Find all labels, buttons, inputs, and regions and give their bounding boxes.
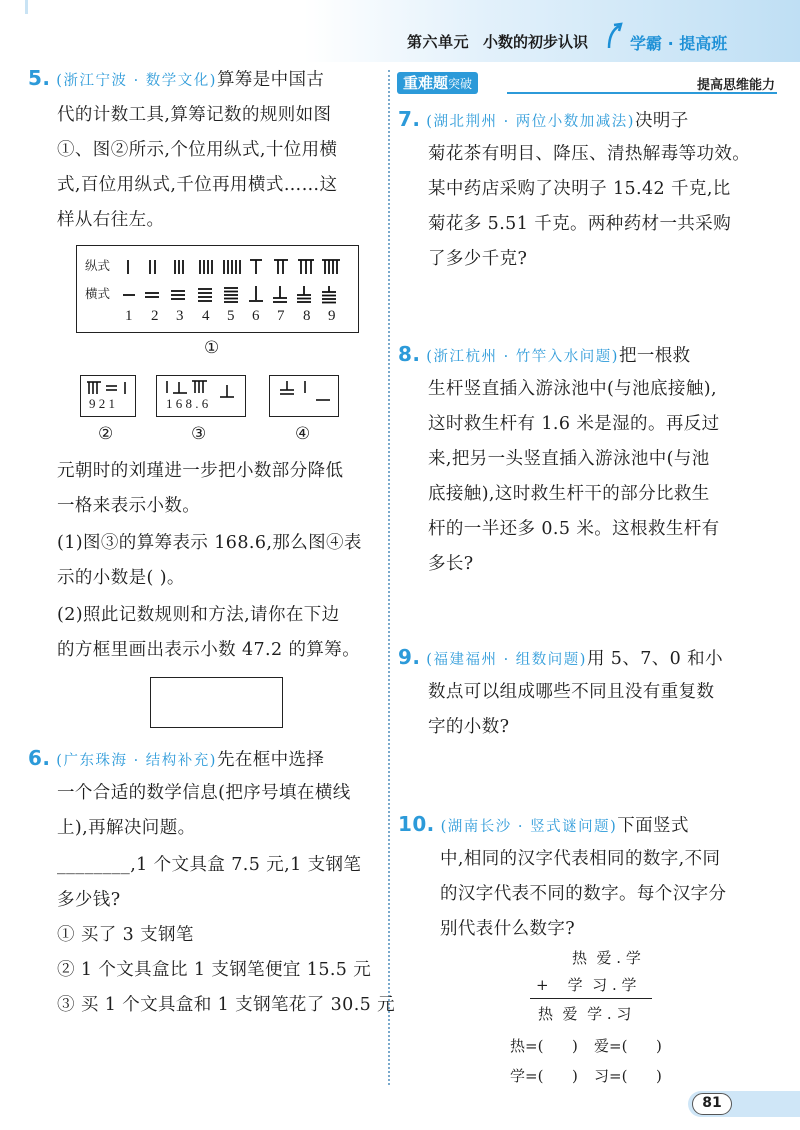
unit-title: 小数的初步认识	[483, 33, 589, 51]
answer-re[interactable]: 热=( )	[510, 1037, 578, 1055]
section-badge	[397, 72, 478, 94]
q9-tag: (福建福州 · 组数问题)	[426, 652, 587, 668]
q6-number: 6.	[28, 746, 51, 770]
q8-first-line	[398, 337, 691, 375]
fig2-caption: ②	[98, 424, 114, 444]
q6-option-1: ① 买了 3 支钢笔	[57, 925, 194, 945]
fig3-digits: 1 6 8 . 6	[166, 396, 209, 411]
digit-3: 3	[176, 308, 184, 324]
vertical-sum-line	[530, 998, 652, 999]
q8-line-4: 底接触),这时救生杆干的部分比救生	[428, 484, 710, 504]
digit-1: 1	[125, 308, 133, 324]
q9-line-0: 用 5、7、0 和小	[586, 649, 723, 669]
up-arrow-icon	[605, 22, 627, 50]
q6-tag: (广东珠海 · 结构补充)	[56, 753, 217, 769]
q5-after-0: 元朝时的刘瑾进一步把小数部分降低	[57, 461, 344, 481]
counting-rods-table	[76, 245, 359, 333]
q5-first-line	[28, 61, 324, 99]
q5-line-3: 式,百位用纵式,千位再用横式……这	[57, 175, 338, 195]
answer-xue[interactable]: 学=( )	[510, 1067, 578, 1085]
q5-after-1: 一格来表示小数。	[57, 496, 201, 516]
q5-after-5: 的方框里画出表示小数 47.2 的算筹。	[57, 640, 361, 660]
digit-9: 9	[328, 308, 336, 324]
vertical-form-label: 纵式	[85, 258, 111, 273]
answer-xi[interactable]: 习=( )	[594, 1067, 662, 1085]
q8-number: 8.	[398, 342, 421, 366]
digit-7: 7	[277, 308, 285, 324]
q5-after-3: 示的小数是( )。	[57, 568, 185, 588]
q7-line-4: 了多少千克?	[428, 249, 528, 269]
page-header	[0, 0, 800, 62]
q5-line-1: 代的计数工具,算筹记数的规则如图	[57, 105, 332, 125]
q6-line-1: 一个合适的数学信息(把序号填在横线	[57, 783, 351, 803]
q6-line-3: ________,1 个文具盒 7.5 元,1 支钢笔	[57, 855, 362, 875]
digit-2: 2	[151, 308, 159, 324]
q10-line-0: 下面竖式	[617, 816, 689, 836]
q5-line-4: 样从右往左。	[57, 210, 165, 230]
q8-line-3: 来,把另一头竖直插入游泳池中(与池	[428, 449, 710, 469]
q9-number: 9.	[398, 645, 421, 669]
section-badge-sub: 突破	[448, 77, 473, 91]
unit-label: 第六单元	[407, 33, 470, 51]
section-banner	[397, 72, 777, 96]
horizontal-form-label: 横式	[85, 286, 111, 301]
q6-line-4: 多少钱?	[57, 890, 121, 910]
q5-line-2: ①、图②所示,个位用纵式,十位用横	[57, 140, 338, 160]
fig3-caption: ③	[191, 424, 207, 444]
q9-line-1: 数点可以组成哪些不同且没有重复数	[428, 682, 715, 702]
q10-line-1: 中,相同的汉字代表相同的数字,不同	[440, 849, 721, 869]
q5-answer-box[interactable]	[150, 677, 283, 728]
digit-8: 8	[303, 308, 311, 324]
section-subtitle: 提高思维能力	[696, 78, 775, 93]
q9-first-line	[398, 640, 723, 678]
answer-ai[interactable]: 爱=( )	[594, 1037, 662, 1055]
fig1-caption: ①	[204, 338, 220, 358]
q7-line-2: 某中药店采购了决明子 15.42 千克,比	[428, 179, 731, 199]
q5-number: 5.	[28, 66, 51, 90]
vertical-row-1: 热 爱 . 学	[572, 949, 641, 967]
q10-first-line	[398, 807, 689, 845]
q6-option-2: ② 1 个文具盒比 1 支钢笔便宜 15.5 元	[57, 960, 372, 980]
q5-line-0: 算筹是中国古	[216, 70, 325, 90]
q8-line-2: 这时救生杆有 1.6 米是湿的。再反过	[428, 414, 720, 434]
fig3-frame	[156, 375, 246, 417]
vertical-row-2: + 学 习 . 学	[536, 976, 637, 994]
q7-first-line	[398, 102, 689, 140]
fig2-digits: 9 2 1	[89, 396, 115, 411]
section-badge-main: 重难题	[403, 74, 449, 92]
q7-tag: (湖北荆州 · 两位小数加减法)	[426, 114, 635, 130]
q8-line-0: 把一根救	[618, 346, 691, 366]
q10-number: 10.	[398, 812, 435, 836]
header-edge-mark	[25, 0, 28, 14]
q8-tag: (浙江杭州 · 竹竿入水问题)	[426, 349, 619, 365]
q5-after-2: (1)图③的算筹表示 168.6,那么图④表	[57, 533, 362, 553]
page-number: 81	[692, 1093, 732, 1115]
q6-first-line	[28, 741, 324, 779]
q6-option-3: ③ 买 1 个文具盒和 1 支钢笔花了 30.5 元	[57, 995, 396, 1015]
q10-tag: (湖南长沙 · 竖式谜问题)	[440, 819, 618, 835]
q8-line-5: 杆的一半还多 0.5 米。这根救生杆有	[428, 519, 720, 539]
counting-rods-drawing	[123, 254, 353, 314]
q7-line-1: 菊花茶有明目、降压、清热解毒等功效。	[428, 144, 751, 164]
fig2-rods	[83, 378, 137, 398]
q10-line-2: 的汉字代表不同的数字。每个汉字分	[440, 884, 727, 904]
q5-tag: (浙江宁波 · 数学文化)	[56, 73, 217, 89]
q7-number: 7.	[398, 107, 421, 131]
q8-line-1: 生杆竖直插入游泳池中(与池底接触),	[428, 379, 717, 399]
fig4-rods	[270, 378, 338, 416]
q7-line-3: 菊花多 5.51 千克。两种药材一共采购	[428, 214, 732, 234]
column-divider	[388, 70, 390, 1085]
brand-title: 学霸 · 提高班	[630, 34, 728, 53]
vertical-row-3: 热 爱 学 . 习	[538, 1005, 632, 1023]
q9-line-2: 字的小数?	[428, 717, 510, 737]
fig2-frame	[80, 375, 136, 417]
q10-line-3: 别代表什么数字?	[440, 919, 576, 939]
q6-line-0: 先在框中选择	[216, 750, 325, 770]
fig4-frame	[269, 375, 339, 417]
q8-line-6: 多长?	[428, 554, 474, 574]
digit-5: 5	[227, 308, 235, 324]
digit-4: 4	[202, 308, 210, 324]
fig4-caption: ④	[295, 424, 311, 444]
q7-line-0: 决明子	[634, 111, 689, 131]
digit-6: 6	[252, 308, 260, 324]
q5-after-4: (2)照此记数规则和方法,请你在下边	[57, 605, 340, 625]
q6-line-2: 上),再解决问题。	[57, 818, 196, 838]
